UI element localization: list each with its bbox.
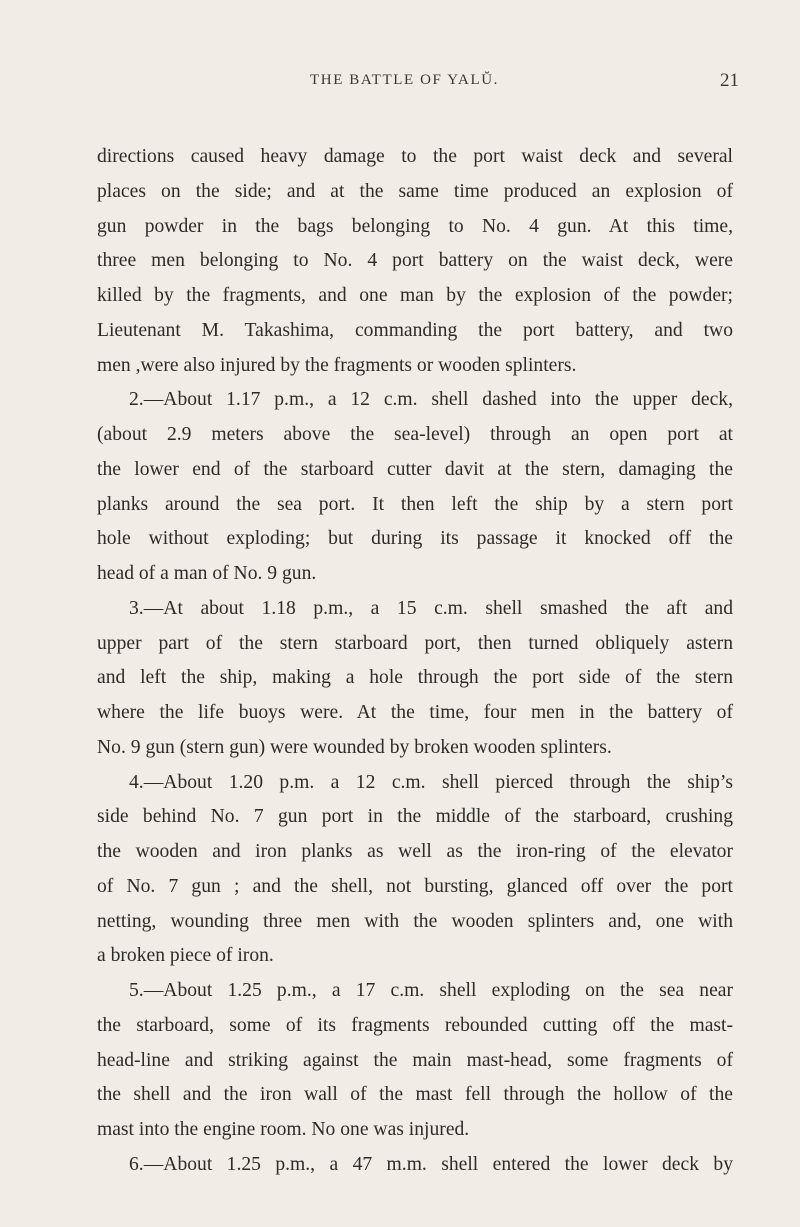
text-line: Lieutenant M. Takashima, commanding the port battery, and two — [97, 319, 733, 341]
text-line: 6.—About 1.25 p.m., a 47 m.m. shell entered the lower deck by — [129, 1153, 733, 1175]
text-line: 5.—About 1.25 p.m., a 17 c.m. shell exploding on the sea near — [129, 980, 733, 1001]
text-line: of No. 7 gun ; and the shell, not bursting, glanced off over the port — [97, 875, 733, 897]
text-line: the starboard, some of its fragments rebounded cutting off the mast- — [97, 1014, 733, 1036]
text-line: 4.—About 1.20 p.m. a 12 c.m. shell pierced through the ship’s — [129, 771, 733, 793]
text-line: killed by the fragments, and one man by the explosion of the powder; — [97, 285, 733, 306]
running-title: THE BATTLE OF YALŬ. — [310, 72, 499, 88]
text-line: 2.—About 1.17 p.m., a 12 c.m. shell dashed into the upper deck, — [129, 389, 733, 411]
text-line: upper part of the stern starboard port, then turned obliquely astern — [97, 632, 733, 654]
text-line: places on the side; and at the same time produced an explosion of — [97, 180, 733, 202]
text-line: side behind No. 7 gun port in the middle of the starboard, crushing — [97, 806, 733, 828]
text-line: planks around the sea port. It then left the ship by a stern port — [97, 493, 733, 515]
text-line: (about 2.9 meters above the sea-level) through an open port at — [97, 424, 733, 445]
text-line: mast into the engine room. No one was injured. — [97, 1119, 470, 1140]
text-line: the shell and the iron wall of the mast fell through the hollow of the — [97, 1084, 733, 1106]
text-line: head of a man of No. 9 gun. — [97, 563, 317, 584]
text-line: the lower end of the starboard cutter davit at the stern, damaging the — [97, 458, 733, 480]
text-line: where the life buoys were. At the time, four men in the battery of — [97, 702, 733, 723]
text-line: and left the ship, making a hole through the port side of the stern — [97, 667, 733, 689]
text-line: 3.—At about 1.18 p.m., a 15 c.m. shell smashed the aft and — [129, 597, 733, 619]
text-line: netting, wounding three men with the wooden splinters and, one with — [97, 910, 733, 932]
text-line: head-line and striking against the main mast-head, some fragments of — [97, 1049, 733, 1071]
text-line: directions caused heavy damage to the port waist deck and several — [97, 146, 733, 167]
page-number: 21 — [720, 70, 739, 91]
text-line: a broken piece of iron. — [97, 945, 274, 967]
text-line: men ,were also injured by the fragments or wooden splinters. — [97, 354, 577, 376]
text-line: gun powder in the bags belonging to No. 4 gun. At this time, — [97, 215, 733, 237]
text-line: the wooden and iron planks as well as the iron-ring of the elevator — [97, 841, 733, 862]
body-text — [97, 140, 733, 1183]
text-line: No. 9 gun (stern gun) were wounded by broken wooden splinters. — [97, 736, 612, 758]
text-line: hole without exploding; but during its passage it knocked off the — [97, 528, 733, 550]
text-line: three men belonging to No. 4 port battery on the waist deck, were — [97, 250, 733, 272]
running-head — [0, 72, 800, 96]
